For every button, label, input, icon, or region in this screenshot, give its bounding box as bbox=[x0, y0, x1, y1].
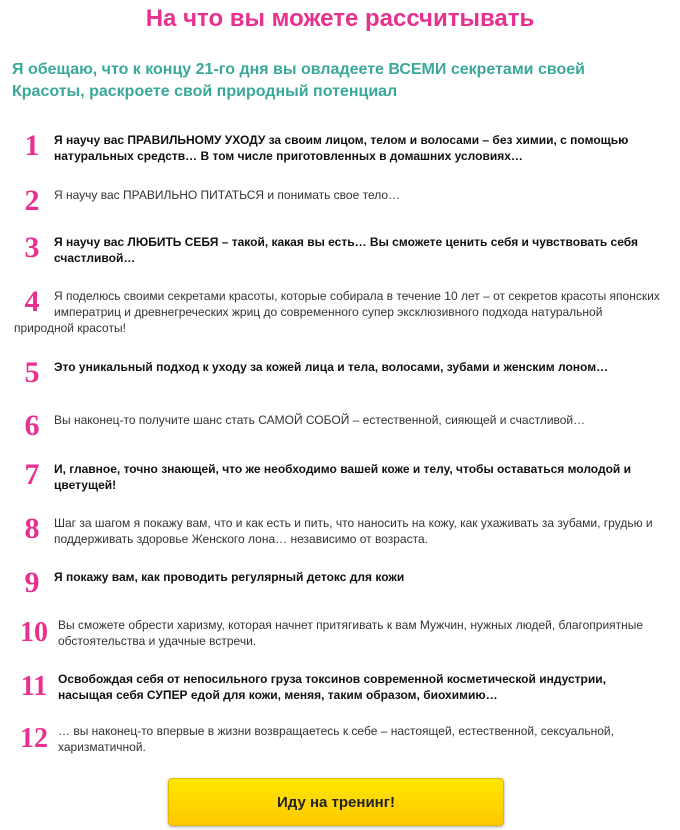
item-number: 4 bbox=[24, 285, 40, 318]
item-number: 2 bbox=[24, 184, 40, 217]
item-text: Вы наконец-то получите шанс стать САМОЙ СОБОЙ – естественной, сияющей и счастливой… bbox=[54, 413, 586, 427]
benefit-item bbox=[14, 564, 664, 598]
item-text: Я научу вас ПРАВИЛЬНО ПИТАТЬСЯ и понимать свое тело… bbox=[54, 188, 401, 202]
item-number: 3 bbox=[24, 231, 40, 264]
benefit-item bbox=[14, 718, 664, 755]
item-text: И, главное, точно знающей, что же необходимо вашей коже и телу, чтобы оставаться молодой и цветущей! bbox=[54, 462, 631, 492]
item-text: Я научу вас ЛЮБИТЬ СЕБЯ – такой, какая вы есть… Вы сможете ценить себя и чувствовать себя счастливой… bbox=[54, 235, 638, 265]
item-text: Я поделюсь своими секретами красоты, которые собирала в течение 10 лет – от секретов красоты японских императриц и древнегреческих жриц до современного супер эксклюзивного подхода натуральной природной красоты! bbox=[14, 289, 660, 335]
item-text: Вы сможете обрести харизму, которая начнет притягивать к вам Мужчин, нужных людей, благоприятные обстоятельства и удачные встречи. bbox=[58, 618, 644, 648]
join-training-button[interactable]: Иду на тренинг! bbox=[168, 778, 504, 826]
benefit-item bbox=[14, 612, 664, 649]
page-title: На что вы можете рассчитывать bbox=[145, 5, 535, 32]
item-text: Я покажу вам, как проводить регулярный детокс для кожи bbox=[54, 570, 405, 584]
benefit-item bbox=[14, 354, 664, 388]
benefit-item bbox=[14, 283, 664, 336]
benefit-item bbox=[14, 407, 664, 441]
item-number: 8 bbox=[24, 512, 40, 545]
item-number: 11 bbox=[20, 671, 48, 702]
benefit-item bbox=[14, 666, 664, 703]
benefit-item bbox=[14, 182, 664, 216]
benefit-item bbox=[14, 127, 664, 164]
benefit-item bbox=[14, 456, 664, 493]
item-number: 7 bbox=[24, 458, 40, 491]
item-text: Освобождая себя от непосильного груза токсинов современной косметической индустрии, насыщая себя СУПЕР едой для кожи, меняя, таким образом, биохимию… bbox=[58, 672, 606, 702]
item-text: Это уникальный подход к уходу за кожей лица и тела, волосами, зубами и женским лоном… bbox=[54, 360, 609, 374]
item-number: 6 bbox=[24, 409, 40, 442]
benefit-item bbox=[14, 510, 664, 547]
item-text: Я научу вас ПРАВИЛЬНОМУ УХОДУ за своим лицом, телом и волосами – без химии, с помощью натуральных средств… В том числе приготовленных в домашних условиях… bbox=[54, 133, 629, 163]
item-number: 5 bbox=[24, 356, 40, 389]
item-text: … вы наконец-то впервые в жизни возвращаетесь к себе – настоящей, естественной, сексуальной, харизматичной. bbox=[58, 724, 614, 754]
item-number: 1 bbox=[24, 129, 40, 162]
item-number: 10 bbox=[20, 617, 48, 648]
item-number: 9 bbox=[24, 566, 40, 599]
item-number: 12 bbox=[20, 723, 48, 754]
benefit-item bbox=[14, 229, 664, 266]
item-text: Шаг за шагом я покажу вам, что и как есть и пить, что наносить на кожу, как ухаживать за зубами, грудью и поддерживать здоровье Женского лона… независимо от возраста. bbox=[54, 516, 653, 546]
promise-subtitle: Я обещаю, что к концу 21-го дня вы овладеете ВСЕМИ секретами своей Красоты, раскроете свой природный потенциал bbox=[12, 61, 585, 100]
